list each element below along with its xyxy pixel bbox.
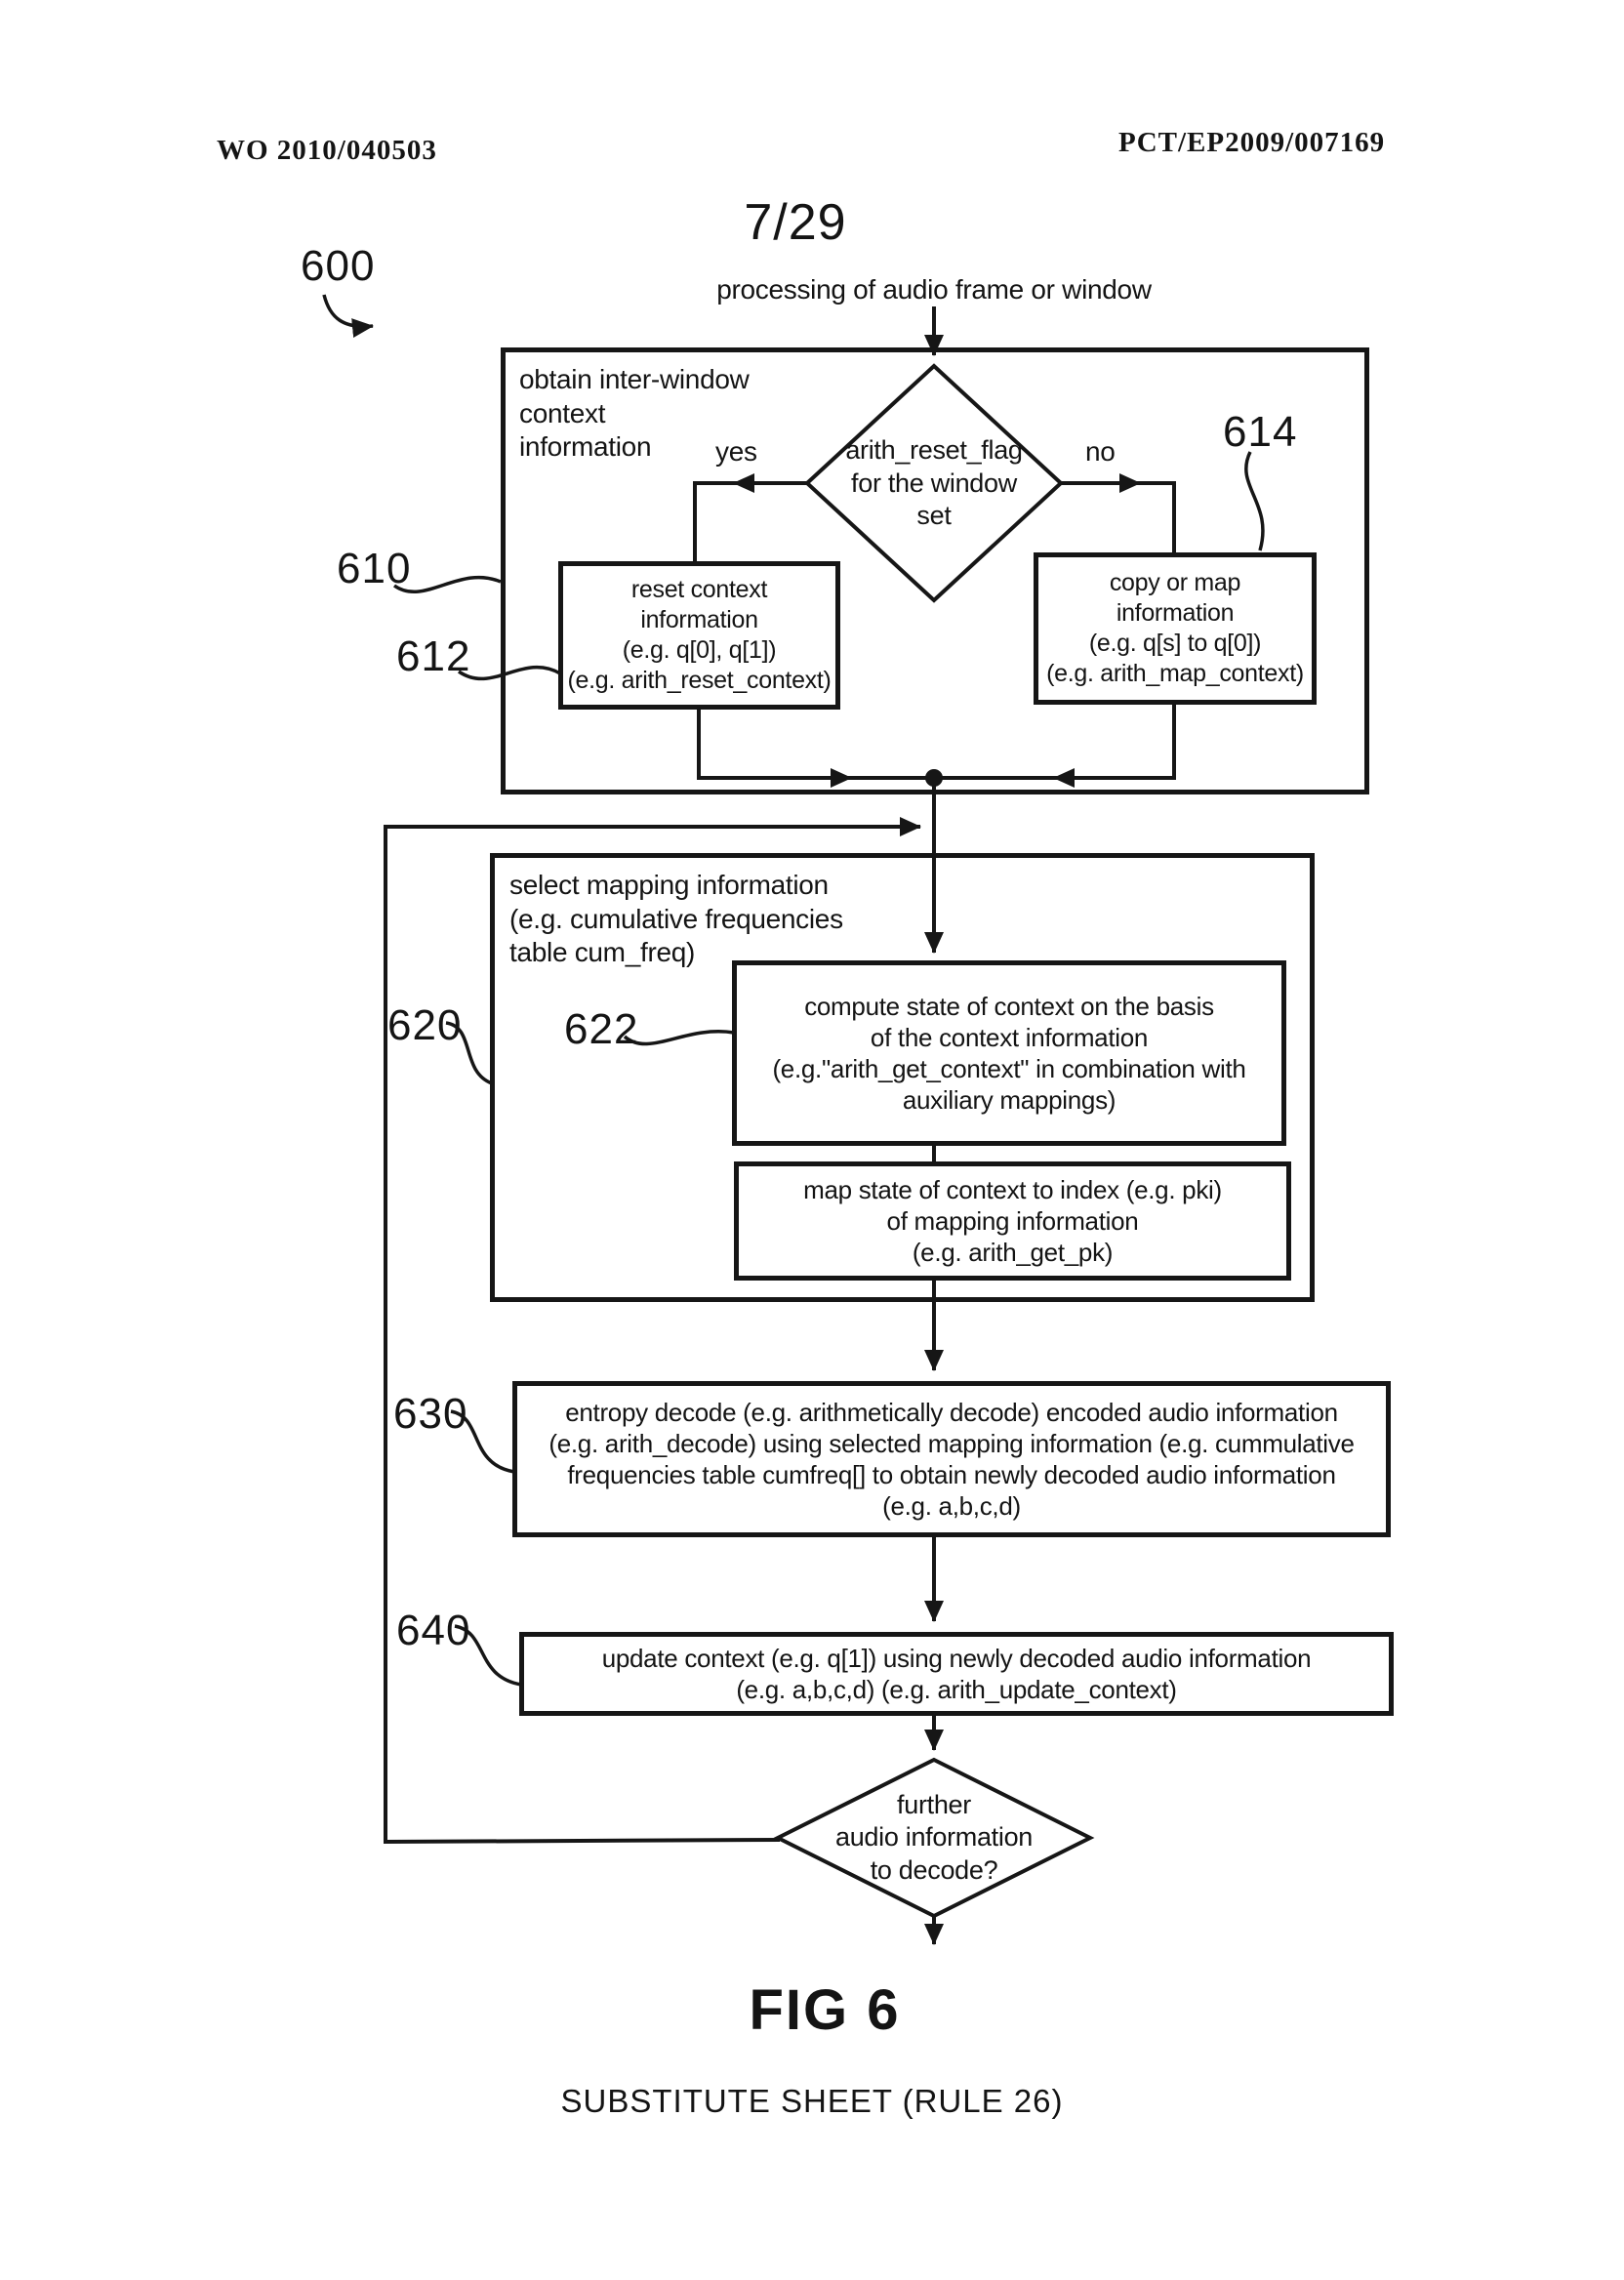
publication-number: WO 2010/040503 <box>217 135 437 166</box>
ref-612-label: 612 <box>396 632 471 680</box>
entropy-decode-box-text: entropy decode (e.g. arithmetically decode) encoded audio information (e.g. arith_decode) using selected mapping information (e.g. cummulative frequencies table cumfreq[] to obtain newly decoded audio information (e.g. a,b,c,d) <box>548 1397 1355 1522</box>
ref-600-label: 600 <box>301 242 376 290</box>
ref-640-label: 640 <box>396 1607 471 1654</box>
no-branch-drop <box>1138 483 1174 554</box>
ref-620-label: 620 <box>387 1001 463 1049</box>
decision-further-audio-text: further audio information to decode? <box>834 1789 1034 1885</box>
no-branch-label: no <box>1085 436 1116 467</box>
yes-branch-label: yes <box>715 436 757 467</box>
flow-start-label: processing of audio frame or window <box>716 274 1152 305</box>
ref-630-label: 630 <box>393 1390 468 1438</box>
map-state-to-index-box-text: map state of context to index (e.g. pki) of mapping information (e.g. arith_get_pk) <box>803 1174 1222 1268</box>
compute-context-state-box-text: compute state of context on the basis of the context information (e.g."arith_get_context" in combination with auxiliary mappings) <box>772 991 1246 1116</box>
substitute-sheet-note: SUBSTITUTE SHEET (RULE 26) <box>560 2083 1064 2119</box>
yes-branch-drop <box>695 483 736 563</box>
update-context-box-text: update context (e.g. q[1]) using newly decoded audio information (e.g. a,b,c,d) (e.g. arith_update_context) <box>601 1643 1312 1704</box>
ref-614-label: 614 <box>1223 408 1298 456</box>
copy-map-box-text: copy or map information (e.g. q[s] to q[0]) (e.g. arith_map_context) <box>1046 569 1304 687</box>
ref-612-leader <box>459 668 560 679</box>
application-number: PCT/EP2009/007169 <box>1118 127 1386 158</box>
figure-label: FIG 6 <box>749 1978 901 2042</box>
select-mapping-label: select mapping information (e.g. cumulative frequencies table cum_freq) <box>509 870 843 968</box>
ref-610-label: 610 <box>337 545 412 592</box>
reset-context-box-text: reset context information (e.g. q[0], q[1]) (e.g. arith_reset_context) <box>567 576 832 694</box>
ref-614-leader <box>1246 452 1263 550</box>
sheet-page-number: 7/29 <box>744 194 847 251</box>
ref-622-leader <box>625 1032 734 1044</box>
ref-622-label: 622 <box>564 1005 639 1053</box>
ref-600-leader-arrow <box>324 295 373 326</box>
decision-arith-reset-flag-text: arith_reset_flag for the window set <box>845 435 1023 531</box>
obtain-context-label: obtain inter-window context information <box>519 364 750 463</box>
